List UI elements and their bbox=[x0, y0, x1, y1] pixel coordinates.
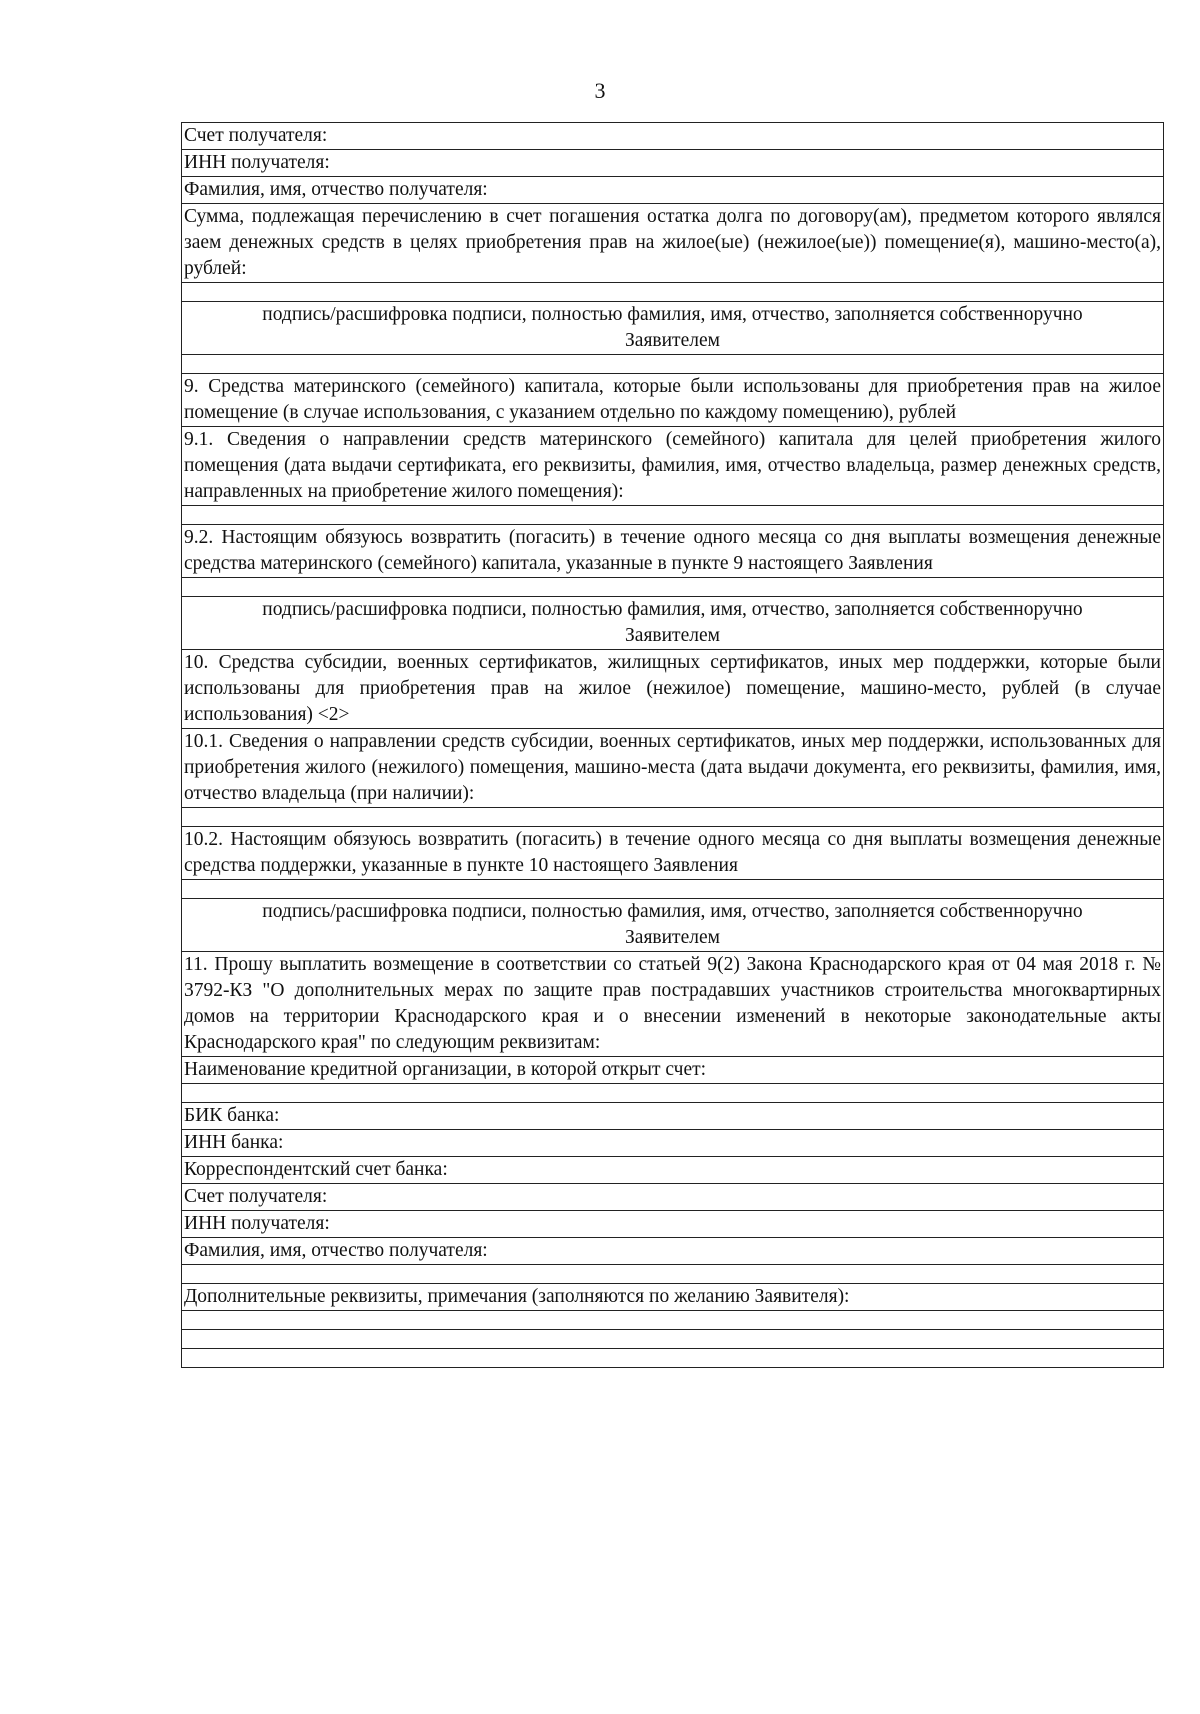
blank-entry-field[interactable] bbox=[182, 1330, 1164, 1349]
form-field-label: Сумма, подлежащая перечислению в счет погашения остатка долга по договору(ам), предметом которого являлся заем денежных средств в целях приобретения прав на жилое(ые) (нежилое(ые)) помещение(я), машино-место(а), рублей: bbox=[182, 204, 1164, 283]
form-row bbox=[182, 952, 1164, 1057]
form-row bbox=[182, 150, 1164, 177]
blank-entry-field[interactable] bbox=[182, 283, 1164, 302]
form-row bbox=[182, 283, 1164, 302]
form-row bbox=[182, 374, 1164, 427]
signature-caption-who: Заявителем bbox=[625, 927, 720, 948]
signature-caption-text: подпись/расшифровка подписи, полностью фамилия, имя, отчество, заполняется собственноручно bbox=[262, 599, 1083, 620]
form-row bbox=[182, 1103, 1164, 1130]
form-row bbox=[182, 525, 1164, 578]
form-row bbox=[182, 123, 1164, 150]
form-field-label: ИНН получателя: bbox=[182, 150, 1164, 177]
form-field-label: ИНН получателя: bbox=[182, 1211, 1164, 1238]
form-row bbox=[182, 302, 1164, 355]
form-row bbox=[182, 650, 1164, 729]
form-row bbox=[182, 808, 1164, 827]
form-row bbox=[182, 1265, 1164, 1284]
form-row bbox=[182, 177, 1164, 204]
form-row bbox=[182, 1311, 1164, 1330]
form-row bbox=[182, 880, 1164, 899]
blank-entry-field[interactable] bbox=[182, 808, 1164, 827]
blank-entry-field[interactable] bbox=[182, 1084, 1164, 1103]
form-row bbox=[182, 506, 1164, 525]
form-row bbox=[182, 355, 1164, 374]
form-row bbox=[182, 1157, 1164, 1184]
form-row bbox=[182, 1211, 1164, 1238]
blank-entry-field[interactable] bbox=[182, 1349, 1164, 1368]
blank-entry-field[interactable] bbox=[182, 1311, 1164, 1330]
form-row bbox=[182, 597, 1164, 650]
form-row bbox=[182, 729, 1164, 808]
form-row bbox=[182, 1349, 1164, 1368]
signature-caption-who: Заявителем bbox=[625, 330, 720, 351]
form-field-label: 11. Прошу выплатить возмещение в соответствии со статьей 9(2) Закона Краснодарского края от 04 мая 2018 г. № 3792-КЗ "О дополнительных мерах по защите прав пострадавших участников строительства многоквартирных домов на территории Краснодарского края и о внесении изменений в некоторые законодательные акты Краснодарского края" по следующим реквизитам: bbox=[182, 952, 1164, 1057]
form-row bbox=[182, 204, 1164, 283]
signature-caption bbox=[182, 597, 1164, 650]
form-row bbox=[182, 1184, 1164, 1211]
form-field-label: Счет получателя: bbox=[182, 123, 1164, 150]
application-form-table bbox=[181, 122, 1164, 1368]
form-row bbox=[182, 1330, 1164, 1349]
signature-caption bbox=[182, 899, 1164, 952]
form-field-label: Фамилия, имя, отчество получателя: bbox=[182, 177, 1164, 204]
signature-caption-text: подпись/расшифровка подписи, полностью фамилия, имя, отчество, заполняется собственноручно bbox=[262, 901, 1083, 922]
form-field-label: Фамилия, имя, отчество получателя: bbox=[182, 1238, 1164, 1265]
form-row bbox=[182, 578, 1164, 597]
blank-entry-field[interactable] bbox=[182, 578, 1164, 597]
form-row bbox=[182, 1057, 1164, 1084]
form-field-label: Счет получателя: bbox=[182, 1184, 1164, 1211]
form-row bbox=[182, 827, 1164, 880]
page-number: 3 bbox=[594, 78, 606, 103]
form-field-label: 10. Средства субсидии, военных сертификатов, жилищных сертификатов, иных мер поддержки, которые были использованы для приобретения прав на жилое (нежилое) помещение, машино-место, рублей (в случае использования) <2> bbox=[182, 650, 1164, 729]
form-row bbox=[182, 1238, 1164, 1265]
form-field-label: Наименование кредитной организации, в которой открыт счет: bbox=[182, 1057, 1164, 1084]
form-field-label: 10.2. Настоящим обязуюсь возвратить (погасить) в течение одного месяца со дня выплаты возмещения денежные средства поддержки, указанные в пункте 10 настоящего Заявления bbox=[182, 827, 1164, 880]
form-row bbox=[182, 1130, 1164, 1157]
signature-caption-text: подпись/расшифровка подписи, полностью фамилия, имя, отчество, заполняется собственноручно bbox=[262, 304, 1083, 325]
form-row bbox=[182, 1284, 1164, 1311]
form-row bbox=[182, 899, 1164, 952]
form-field-label: Дополнительные реквизиты, примечания (заполняются по желанию Заявителя): bbox=[182, 1284, 1164, 1311]
blank-entry-field[interactable] bbox=[182, 1265, 1164, 1284]
form-field-label: Корреспондентский счет банка: bbox=[182, 1157, 1164, 1184]
signature-caption-who: Заявителем bbox=[625, 625, 720, 646]
blank-entry-field[interactable] bbox=[182, 506, 1164, 525]
form-row bbox=[182, 427, 1164, 506]
form-field-label: 10.1. Сведения о направлении средств субсидии, военных сертификатов, иных мер поддержки, использованных для приобретения жилого (нежилого) помещения, машино-места (дата выдачи документа, его реквизиты, фамилия, имя, отчество владельца (при наличии): bbox=[182, 729, 1164, 808]
form-field-label: 9.2. Настоящим обязуюсь возвратить (погасить) в течение одного месяца со дня выплаты возмещения денежные средства материнского (семейного) капитала, указанные в пункте 9 настоящего Заявления bbox=[182, 525, 1164, 578]
blank-entry-field[interactable] bbox=[182, 355, 1164, 374]
signature-caption bbox=[182, 302, 1164, 355]
form-row bbox=[182, 1084, 1164, 1103]
form-field-label: БИК банка: bbox=[182, 1103, 1164, 1130]
form-field-label: 9. Средства материнского (семейного) капитала, которые были использованы для приобретения прав на жилое помещение (в случае использования, с указанием отдельно по каждому помещению), рублей bbox=[182, 374, 1164, 427]
blank-entry-field[interactable] bbox=[182, 880, 1164, 899]
form-field-label: ИНН банка: bbox=[182, 1130, 1164, 1157]
form-field-label: 9.1. Сведения о направлении средств материнского (семейного) капитала для целей приобретения жилого помещения (дата выдачи сертификата, его реквизиты, фамилия, имя, отчество владельца, размер денежных средств, направленных на приобретение жилого помещения): bbox=[182, 427, 1164, 506]
